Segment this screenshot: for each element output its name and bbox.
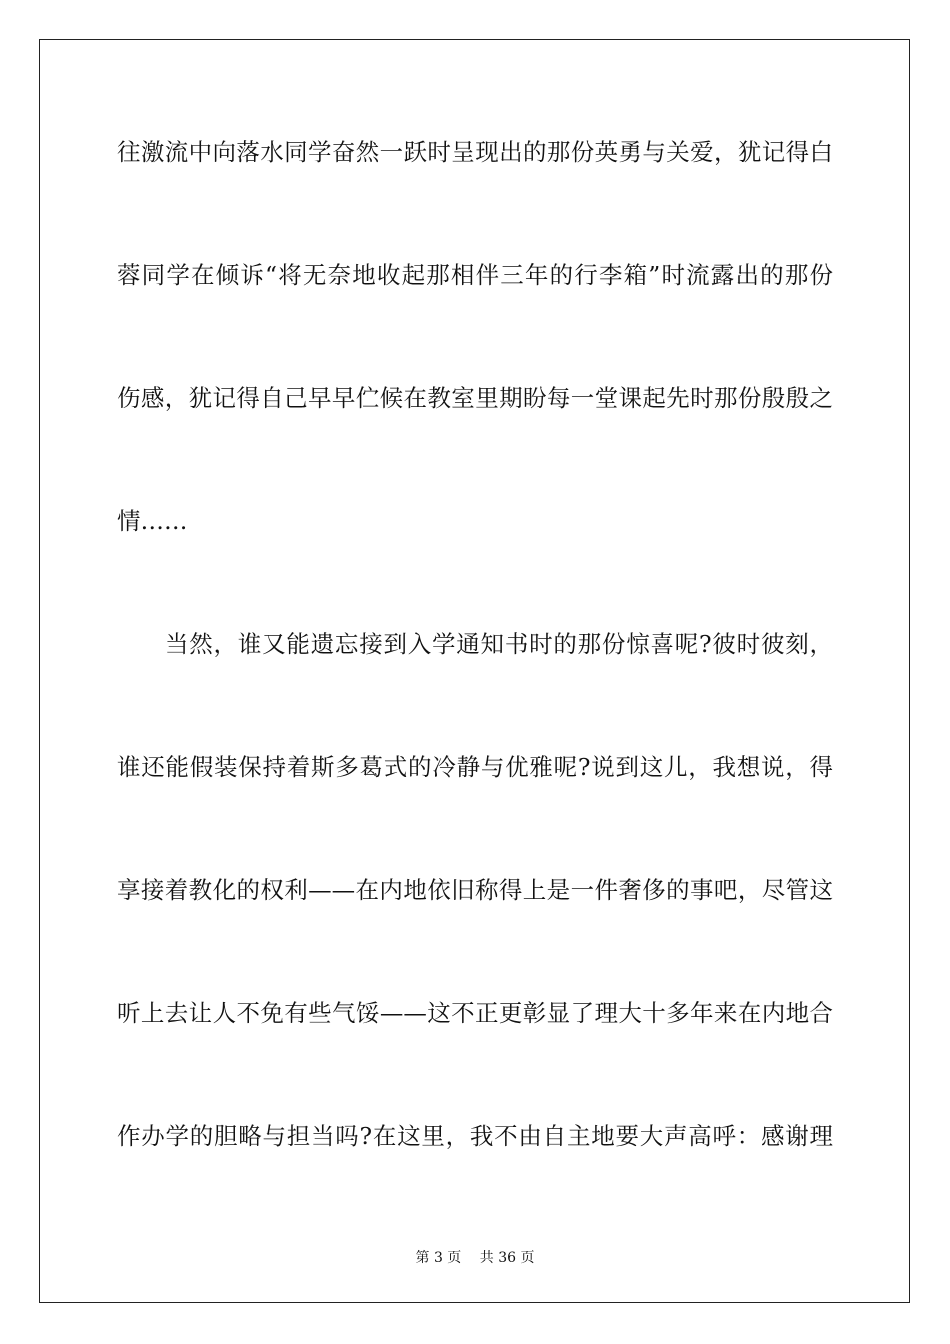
paragraph-line-6: 谁还能假装保持着斯多葛式的冷静与优雅呢?说到这儿，我想说，得 [117,753,833,781]
page-border [39,39,910,1303]
paragraph-line-4: 情…… [117,507,188,535]
paragraph-line-5: 当然，谁又能遗忘接到入学通知书时的那份惊喜呢?彼时彼刻， [165,630,833,658]
page-number-footer: 第 3 页 共 36 页 [415,1250,535,1266]
paragraph-line-2: 蓉同学在倾诉“将无奈地收起那相伴三年的行李箱”时流露出的那份 [117,261,833,289]
paragraph-line-7: 享接着教化的权利——在内地依旧称得上是一件奢侈的事吧，尽管这 [117,876,833,904]
paragraph-line-1: 往激流中向落水同学奋然一跃时呈现出的那份英勇与关爱，犹记得白 [117,138,833,166]
paragraph-line-3: 伤感，犹记得自己早早伫候在教室里期盼每一堂课起先时那份殷殷之 [117,384,833,412]
paragraph-line-8: 听上去让人不免有些气馁——这不正更彰显了理大十多年来在内地合 [117,999,833,1027]
paragraph-line-9: 作办学的胆略与担当吗?在这里，我不由自主地要大声高呼：感谢理 [117,1122,833,1150]
